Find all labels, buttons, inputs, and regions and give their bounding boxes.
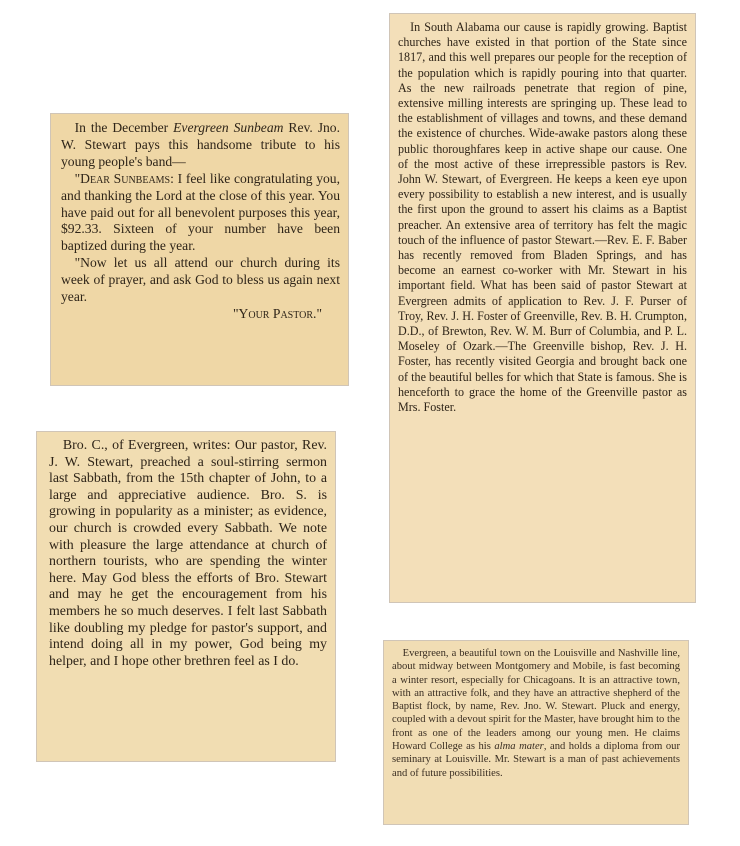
clipping-4-text-a: Evergreen, a beautiful town on the Louisville and Nashville line, about midway between Montgomery and Mobile, is fast becoming a winter resort, especially for Chicagoans. It is an attractive town, with an attractive folk, and they have an attractive shepherd of the Baptist flock, by name, Rev. Jno. W. Stewart. Pluck and energy, coupled with a devout spirit for the Master, have brought him to the front as one of the leaders among our young men. He claims Howard College as his xyxy=(392,648,680,753)
clipping-1-letter xyxy=(61,171,340,256)
clipping-1-intro-a: In the December xyxy=(74,120,174,135)
clipping-3-text: In South Alabama our cause is rapidly growing. Baptist churches have existed in that portion of the State since 1817, and this well prepares our people for the reception of the population which is rapidly pouring into that quarter. As the new railroads penetrate that region of pine, extensive milling interests are springing up. These lead to the establishment of villages and towns, and these demand the existence of churches. Wide-awake pastors along these public thoroughfares keep in active shape our cause. One of the most active of these irrepressible pastors is Rev. John W. Stewart, of Evergreen. He keeps a keen eye upon every possibility to establish a new interest, and is usually the first upon the ground to assert his claims as a Baptist preacher. An extensive area of territory has felt the magic touch of the influence of pastor Stewart.—Rev. E. F. Baber has recently removed from Bladen Springs, and has become an earnest co-worker with Mr. Stewart in his important field. What has been said of pastor Stewart at Evergreen admits of application to Rev. J. F. Purser of Troy, Rev. J. H. Foster of Greenville, Rev. B. H. Crumpton, D.D., of Brewton, Rev. W. M. Burr of Columbia, and P. L. Moseley of Ozark.—The Greenville bishop, Rev. J. H. Foster, has recently visited Georgia and brought back one of the beautiful belles for which that State is famous. She is henceforth to grace the home of the Greenville pastor as Mrs. Foster. xyxy=(398,20,687,415)
alma-mater: alma mater xyxy=(494,741,544,753)
clipping-sunbeam-tribute xyxy=(51,114,348,385)
clipping-evergreen-town xyxy=(384,641,688,824)
letter-salutation: "Dear Sunbeams: xyxy=(74,170,174,186)
clipping-2-text: Bro. C., of Evergreen, writes: Our pastor, Rev. J. W. Stewart, preached a soul-stirring sermon last Sabbath, from the 15th chapter of John, to a large and appreciative audience. Bro. S. is growing in popularity as a minister; as evidence, our church is crowded every Sabbath. We note with pleasure the large attendance at church of northern tourists, who are spending the winter here. May God bless the efforts of Bro. Stewart and may he get the encouragement from his members he so much deserves. I felt last Sabbath like doubling my pledge for pastor's support, and intend doing all in my power, God being my helper, and I hope other brethren feel as I do. xyxy=(49,438,327,669)
letter-signature: "Your Pastor." xyxy=(233,305,322,321)
publication-name: Evergreen Sunbeam xyxy=(173,120,284,135)
clipping-evergreen-letter xyxy=(37,432,335,761)
clipping-1-intro xyxy=(61,120,340,171)
clipping-1-intro-b: Rev. Jno. W. Stewart pays this handsome tribute to his young people's band— xyxy=(61,120,340,169)
clipping-4-text-b: , and holds a diploma from our seminary at Louisville. Mr. Stewart is a man of past achievements and of future possibilities. xyxy=(392,741,680,779)
clipping-south-alabama xyxy=(390,14,695,602)
clipping-4-text xyxy=(392,647,680,780)
letter-body: I feel like congratulating you, and thanking the Lord at the close of this year. You have paid out for all benevolent purposes this year, $92.33. Sixteen of your number have been baptized during the year. xyxy=(61,170,340,254)
clipping-1-closing: "Now let us all attend our church during its week of prayer, and ask God to bless us again next year. xyxy=(61,255,340,305)
